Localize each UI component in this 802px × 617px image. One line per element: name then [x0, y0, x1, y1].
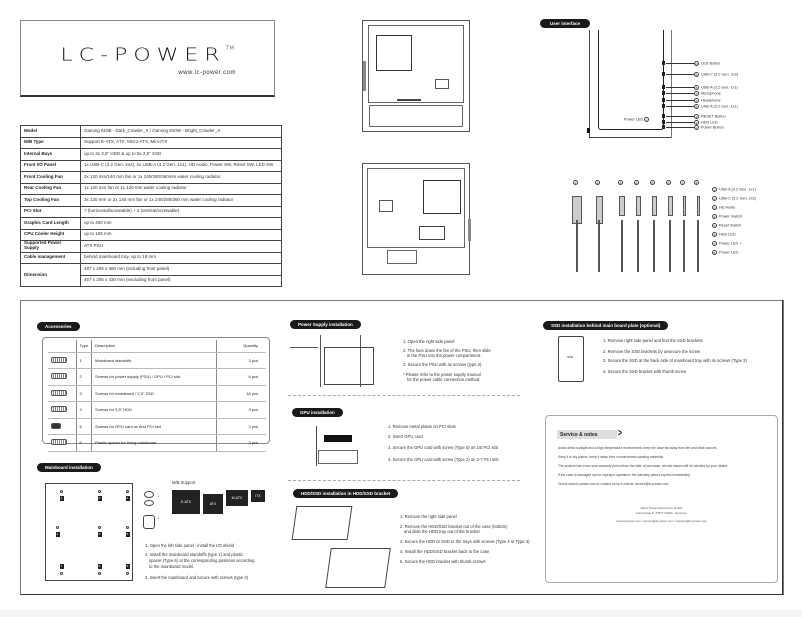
mainboard-step: to the mainboard model. — [149, 564, 195, 569]
port-label: 4 RESET Button — [695, 114, 726, 119]
spec-row — [21, 229, 282, 241]
accessory-description: Screws for 3,5" HDD — [92, 402, 216, 419]
service-note: Check www.lc-power.com or contact us by e-mail at: service@lc-power.com. — [558, 482, 670, 486]
accessory-row — [48, 369, 266, 386]
mainboard-step: 3. Insert the mainboard and secure with screws (type 3) — [145, 575, 249, 580]
hdd-step: and slide the HDD tray out of the bracket — [404, 529, 480, 534]
spec-key: Model — [21, 126, 81, 138]
spec-key: Internal Bays — [21, 149, 81, 161]
spec-row — [21, 206, 282, 218]
accessory-row — [48, 402, 266, 419]
cable-connector: 2 — [596, 181, 599, 186]
ssd-step: 4. Secure the SSD bracket with thumb screw — [603, 369, 687, 374]
spec-row — [21, 195, 282, 207]
spec-row — [21, 252, 282, 264]
screw-icon — [51, 373, 67, 379]
spec-row — [21, 137, 282, 149]
specifications-table — [20, 125, 282, 287]
standoff-position: 3 — [126, 496, 129, 500]
psu-step: 3. Secure the PSU with 4x screws (type 2) — [403, 362, 482, 367]
port-icon — [662, 104, 665, 108]
standoff-position: 6 — [126, 532, 129, 536]
accessory-quantity: 9 pcs — [216, 402, 266, 419]
accessory-type: 6 — [76, 435, 92, 452]
power-led-label: Power LED 1 — [624, 117, 648, 122]
port-label: 9 USB-C (3.2 Gen. 2x2) — [695, 72, 739, 77]
spec-key: M/B Type — [21, 137, 81, 149]
spec-row — [21, 126, 282, 138]
psu-illustration — [290, 335, 370, 387]
port-label: 7 Microphone — [695, 91, 721, 96]
gpu-step: 1. Remove metal plates on PCI slots — [388, 424, 456, 429]
spec-key: Supported Power Supply — [21, 241, 81, 253]
section-label-ssd: SSD installation behind main board plate (optional) — [543, 321, 668, 330]
screw-icon — [51, 423, 61, 429]
accessory-description: Screws for GPU card on first PCI slot — [92, 418, 216, 435]
mb-support-label: M/B Support — [172, 480, 196, 485]
accessory-type: 1 — [76, 352, 92, 369]
spec-value: 3x 120 mm or 2x 140 mm fan or 1x 240/280/360 mm water cooling radiator — [81, 195, 282, 207]
spec-key: Front Cooling Fan — [21, 172, 81, 184]
standoff-position: 1 — [60, 496, 63, 500]
spec-value: 1x 120 mm fan or 1x 120 mm water cooling radiator — [81, 183, 282, 195]
gpu-step: 4. Secure the GPU card with screw (Type 2) on 2-7 PCI slot — [388, 457, 499, 462]
cable-legend-item: 2 USB-C (3.2 Gen. 2x2) — [713, 196, 757, 201]
col-header-type: Type — [76, 340, 92, 352]
spec-key: Top Cooling Fan — [21, 195, 81, 207]
accessory-description: Screws for mainboard / 2,5" SSD — [92, 385, 216, 402]
hdd-step: 4. Install the HDD/SSD bracket back to the case — [400, 549, 490, 554]
cable-connector: 6 — [667, 181, 670, 186]
gpu-step: 2. Insert GPU card — [388, 434, 423, 439]
standoff-position: 4 — [56, 532, 59, 536]
port-label: 6 Headphone — [695, 98, 721, 103]
col-header-description: Description — [92, 340, 216, 352]
spec-row — [21, 218, 282, 230]
mb-format-e-atx: E-ATX — [172, 490, 200, 514]
spec-value: ATX PSU — [81, 241, 282, 253]
cable-legend-item: 8 Power LED - — [713, 250, 741, 255]
spec-value: 7 (horizontal/screwable) + 2 (vertical/screwable) — [81, 206, 282, 218]
accessory-type: 5 — [76, 418, 92, 435]
ssd-step: 2. Remove the SSD brackets by unsecure the screw — [603, 349, 701, 354]
service-notes-box — [545, 415, 778, 583]
company-name: Silent Power Electronics GmbH — [640, 506, 683, 510]
accessory-quantity: 2 pcs — [216, 418, 266, 435]
company-contact: www.lc-power.com / service@lc-power.com / support@lc-power.com — [616, 519, 707, 523]
accessory-description: Screws for power supply (PSU) / GPU / PCI slot — [92, 369, 216, 386]
cable-connector: 3 — [619, 181, 622, 186]
hdd-step: 3. Secure the HDD or SSD to the trays with screws (Type 4 or Type 3) — [400, 539, 530, 544]
accessory-type: 3 — [76, 385, 92, 402]
port-icon — [662, 72, 665, 76]
cable-connector: 1 — [574, 181, 577, 186]
standoff-illustration: ↓ ↓ — [140, 487, 162, 535]
cable-connector: 5 — [651, 181, 654, 186]
mainboard-step: 1. Open the left side panel , install the I/O shield — [145, 543, 234, 548]
standoff-position: 5 — [98, 532, 101, 536]
hdd-bracket-illustration-bottom — [325, 548, 391, 588]
section-label-hdd: HDD/SSD installation in HDD/SSD bracket — [293, 489, 398, 498]
service-note: If the case is damaged due to improper operation, the warranty period expires immediately. — [558, 473, 691, 477]
spec-key: Dimension — [21, 264, 81, 287]
standoff-position: 7 — [60, 564, 63, 568]
psu-step: 1. Open the right side panel — [403, 339, 455, 344]
port-icon — [662, 61, 665, 65]
mainboard-standoff-diagram — [45, 483, 133, 581]
accessory-description: Plastic spacer for fixing mainboard — [92, 435, 216, 452]
port-label: 3 HDD LED — [695, 120, 718, 125]
cable-legend-item: 3 HD Audio — [713, 205, 736, 210]
spec-value: behind mainboard tray, up to 18 mm — [81, 252, 282, 264]
accessory-quantity: 3 pcs — [216, 352, 266, 369]
port-label: 8 USB-A (3.2 Gen. 1x1) — [695, 85, 738, 90]
port-icon — [662, 120, 665, 124]
port-icon — [662, 114, 665, 118]
screw-icon — [51, 439, 67, 445]
psu-step: * Please refer to the power supply manual — [403, 372, 481, 377]
cable-legend-item: 4 Power Switch — [713, 214, 743, 219]
mb-format-itx: ITX — [251, 490, 265, 502]
accessory-row — [48, 385, 266, 402]
port-label: 5 USB-A (3.2 Gen. 1x1) — [695, 104, 738, 109]
psu-step: for the power cable connection method. — [407, 377, 481, 382]
spec-key: Cable management — [21, 252, 81, 264]
section-label-user-interface: User interface — [540, 19, 590, 28]
port-icon — [662, 98, 665, 102]
ssd-step: 1. Remove right side panel and find the SSD brackets — [603, 338, 703, 343]
standoff-position: 8 — [98, 564, 101, 568]
cable-legend-item: 5 Reset Switch — [713, 223, 742, 228]
front-panel-drawing — [598, 30, 664, 130]
mainboard-step: 2. Install the mainboard standoffs (type 1) and plastic — [145, 552, 244, 557]
section-label-psu: Power Supply installation — [290, 320, 361, 329]
spec-key: CPU Cooler Height — [21, 229, 81, 241]
cable-connector: 7 — [681, 181, 684, 186]
spec-row — [21, 183, 282, 195]
case-left-side-drawing — [362, 20, 470, 132]
company-address: Formerweg 8, 47877 Willich, Germany — [635, 511, 688, 515]
spec-value: up to 400 mm — [81, 218, 282, 230]
psu-step: in the PSU into the power compartment. — [407, 353, 482, 358]
accessory-row — [48, 435, 266, 452]
cable-connector: 4 — [635, 181, 638, 186]
hdd-step: 2. Remove the HDD/SSD bracket out of the case (bottom) — [400, 524, 508, 529]
spec-row — [21, 172, 282, 184]
spec-row — [21, 264, 282, 276]
gpu-step: 3. Secure the GPU card with screw (Type 5) on 1st PCI slot — [388, 445, 499, 450]
standoff-position: 9 — [126, 564, 129, 568]
divider — [782, 300, 783, 595]
accessory-type: 2 — [76, 369, 92, 386]
screw-icon — [51, 406, 67, 412]
service-note: Avoid direct sunlight and a high temperature environment; keep the case far away from fire and heat sources. — [558, 446, 718, 450]
section-label-mainboard: Mainboard installation — [37, 463, 101, 472]
psu-step: 2. The face down the fan of the PSU, then slide — [403, 348, 491, 353]
service-note: The product has a two year warranty period from the date of purchase, service issues will be handled by your dealer. — [558, 464, 728, 468]
service-notes-title: Service & notes — [557, 430, 617, 439]
spec-row — [21, 241, 282, 253]
hdd-step: 5. Secure the HDD bracket with thumb screws — [400, 559, 486, 564]
spec-value: 1x USB-C (3.2 Gen. 2x2), 2x USB-A (3.2 Gen. 1x1), HD Audio, Power SW, Reset SW, LED SW — [81, 160, 282, 172]
spec-key: Front I/O Panel — [21, 160, 81, 172]
case-right-side-drawing — [362, 163, 470, 275]
chevron-right-icon: > — [617, 428, 622, 439]
col-header-quantity: Quantity — [216, 340, 266, 352]
brand-logo: LC-POWER™ — [60, 45, 235, 66]
spec-row — [21, 149, 282, 161]
service-note: Keep it in dry places, keep it away from corrosiveness causing materials. — [558, 455, 665, 459]
accessory-row — [48, 352, 266, 369]
hdd-bracket-illustration-top — [292, 506, 353, 540]
port-icon — [662, 91, 665, 95]
brand-logo-panel — [20, 20, 275, 97]
spec-key: Rear Cooling Fan — [21, 183, 81, 195]
ssd-step: 3. Secure the SSD at the back side of mainboard tray with 4x screws (Type 3) — [603, 358, 747, 363]
spec-value: 3x 120 mm/140 mm fan or 1x 240/280/360mm water cooling radiator — [81, 172, 282, 184]
hdd-step: 1. Remove the right side panel — [400, 514, 457, 519]
spec-value: 487 x 205 x 480 mm (including front panel) — [81, 264, 282, 276]
section-label-accessories: Accessories — [37, 322, 80, 331]
mainboard-step: spacer (Type 6) at the corresponding positions according — [149, 558, 255, 563]
port-label: 10 LED Button — [695, 61, 721, 66]
spec-row — [21, 160, 282, 172]
port-icon — [662, 85, 665, 89]
screw-icon — [51, 390, 67, 396]
spec-value: up to 155 mm — [81, 229, 282, 241]
accessory-row — [48, 418, 266, 435]
ssd-bracket-illustration: SSD — [558, 336, 584, 382]
mb-format-m-atx: M-ATX — [226, 490, 248, 506]
port-label: 2 Power Button — [695, 125, 724, 130]
accessory-quantity: 6 pcs — [216, 369, 266, 386]
cable-legend-item: 7 Power LED + — [713, 241, 742, 246]
port-icon — [662, 125, 665, 129]
page-footer-strip — [0, 610, 802, 617]
spec-value: up to 3x 3,5" HDD & up to 5x 2,5" SSD — [81, 149, 282, 161]
spec-key: Graphic Card Length — [21, 218, 81, 230]
mb-format-atx: ATX — [203, 494, 223, 514]
accessory-description: Mainboard standoffs — [92, 352, 216, 369]
accessories-table — [48, 340, 266, 452]
accessory-quantity: 18 pcs — [216, 385, 266, 402]
cable-legend-item: 6 HDD LED — [713, 232, 736, 237]
standoff-position: 2 — [98, 496, 101, 500]
spec-value: Support E-ATX, ATX, Micro-ATX, Mini-ITX — [81, 137, 282, 149]
spec-value: Gaming 810B - Dark_Crawler_X / Gaming 810W - Bright_Crawler_X — [81, 126, 282, 138]
accessory-quantity: 3 pcs — [216, 435, 266, 452]
section-label-gpu: GPU installation — [292, 408, 343, 417]
accessory-type: 4 — [76, 402, 92, 419]
gpu-illustration — [296, 420, 376, 470]
brand-url: www.lc-power.com — [178, 70, 236, 76]
screw-icon — [51, 357, 67, 363]
spec-key: PCI Slot — [21, 206, 81, 218]
cable-connector: 8 — [695, 181, 698, 186]
spec-value: 467 x 205 x 430 mm (excluding front panel) — [81, 275, 282, 287]
cable-legend-item: 1 USB-A (3.2 Gen. 1x1) — [713, 187, 756, 192]
